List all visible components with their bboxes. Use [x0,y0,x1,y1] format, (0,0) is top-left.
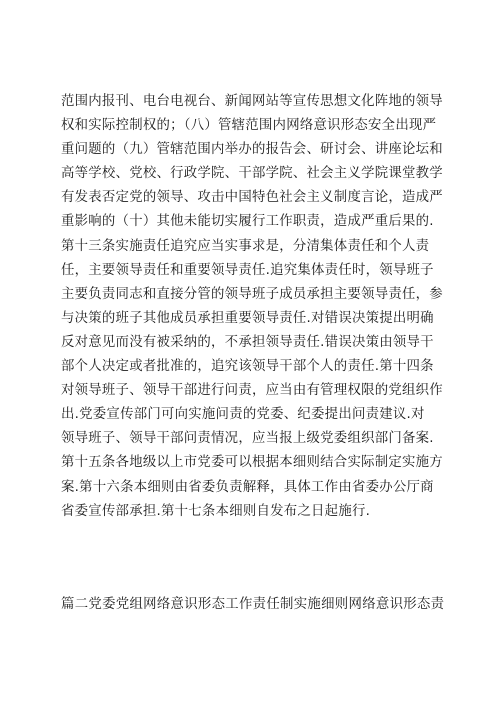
text-line: 重影响的（十）其他未能切实履行工作职责，造成严重后果的. [61,214,434,230]
text-line: 任，主要领导责任和重要领导责任.追究集体责任时，领导班子 [61,262,434,278]
text-line: 权和实际控制权的；（八）管辖范围内网络意识形态安全出现严 [61,118,437,134]
text-line: 反对意见而没有被采纳的，不承担领导责任.错误决策由领导干 [61,334,434,350]
text-line: 第十三条实施责任追究应当实事求是，分清集体责任和个人责 [61,238,430,254]
text-line: 对领导班子、领导干部进行问责，应当由有管理权限的党组织作 [61,383,443,399]
text-line: 重问题的（九）管辖范围内举办的报告会、研讨会、讲座论坛和 [61,142,443,158]
text-line: 第十五条各地级以上市党委可以根据本细则结合实际制定实施方 [61,455,443,471]
body-paragraph [61,90,447,524]
text-line: 案.第十六条本细则由省委负责解释，具体工作由省委办公厅商 [61,479,434,495]
next-section-heading: 篇二党委党组网络意识形态工作责任制实施细则网络意识形态责 [61,597,445,612]
text-line: 省委宣传部承担.第十七条本细则自发布之日起施行. [61,503,371,519]
text-line: 与决策的班子其他成员承担重要领导责任.对错误决策提出明确 [61,310,434,326]
text-line: 领导班子、领导干部问责情况，应当报上级党委组织部门备案. [61,431,434,447]
text-line: 出.党委宣传部门可向实施问责的党委、纪委提出问责建议.对 [61,407,425,423]
text-line: 部个人决定或者批准的，追究该领导干部个人的责任.第十四条 [61,359,434,375]
text-line: 高等学校、党校、行政学院、干部学院、社会主义学院课堂教学 [61,166,443,182]
text-line: 有发表否定党的领导、攻击中国特色社会主义制度言论，造成严 [61,190,443,206]
text-line: 范围内报刊、电台电视台、新闻网站等宣传思想文化阵地的领导 [61,94,443,109]
text-line: 主要负责同志和直接分管的领导班子成员承担主要领导责任，参 [61,286,443,302]
